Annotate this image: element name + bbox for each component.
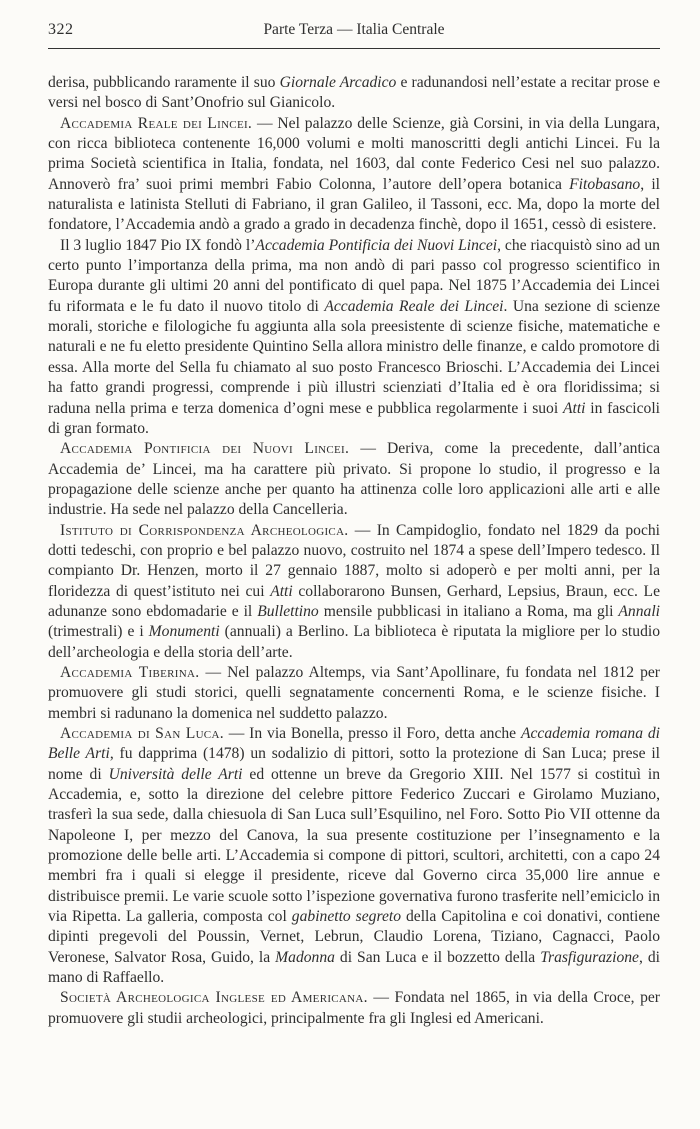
text-run: collaborarono Bunsen, Gerhard, Lepsius, Braun, ecc. Le adunanze sono ebdomadarie e il: [48, 582, 660, 620]
italic-title: Trasfigurazione: [540, 948, 639, 966]
section-heading: Accademia di San Luca.: [60, 725, 224, 742]
text-run: di San Luca e il bozzetto della: [334, 948, 541, 966]
text-run: derisa, pubblicando raramente il suo: [48, 74, 280, 91]
section-heading: Società Archeologica Inglese ed Americana.: [60, 989, 368, 1007]
italic-title: Accademia Reale dei Lincei: [324, 297, 504, 315]
paragraph-accademia-san-luca: [48, 724, 660, 988]
section-heading: Istituto di Corrispondenza Archeologica.: [60, 521, 349, 539]
running-head: Parte Terza — Italia Centrale: [263, 21, 445, 38]
paragraph-accademia-pontificia: [48, 439, 660, 520]
paragraph-societa-archeologica: [48, 988, 660, 1029]
text-run: . Una sezione di scienze morali, storiche e filologiche fu aggiunta alla sola preesistente di scienze fisiche, matematiche e naturali e ne fu eletto presidente Quintino Sella allora ministro delle finanze, e caldo promotore di essa. Alla morte del Sella fu chiamato al suo posto Francesco Brioschi. L’Accademia dei Lincei ha fatto grandi progressi, comprende i più illustri scienziati d’Italia ed è ora floridissima; si raduna nella prima e terza domenica d’ogni mese e pubblica regolarmente i suoi: [48, 297, 661, 417]
italic-title: Atti: [270, 582, 293, 600]
text-run: — Nel palazzo delle Scienze, già Corsini, in via della Lungara, con ricca biblioteca contenente 16,000 volumi e molti manoscritti degli antichi Lincei. Fu la prima Società scientifica in Italia, fondata, nel 1603, dal conte Federico Cesi nel suo palazzo. Annoverò fra’ suoi primi membri Fabio Colonna, l’autore dell’opera botanica: [48, 114, 660, 193]
header-rule: [48, 48, 660, 49]
italic-title: Fitobasano: [569, 175, 641, 193]
italic-title: Atti: [562, 399, 586, 417]
text-run: in fascicoli di gran formato.: [48, 399, 660, 437]
paragraph-istituto-archeologico: [48, 521, 660, 663]
italic-title: Madonna: [275, 948, 335, 966]
section-heading: Accademia Pontificia dei Nuovi Lincei.: [60, 440, 350, 458]
italic-title: Università delle Arti: [108, 765, 243, 783]
text-run: — Fondata nel 1865, in via della Croce, per promuovere gli studii archeologici, principalmente fra gli Inglesi ed Americani.: [48, 989, 660, 1027]
text-run: , fu dapprima (1478) un sodalizio di pittori, sotto la protezione di San Luca; prese il nome di: [48, 745, 660, 783]
paragraph-continuation: [48, 73, 660, 114]
text-run: della Capitolina e coi donativi, contiene dipinti pregevoli del Poussin, Vernet, Lebrun, Claudio Lorena, Tiziano, Cagnacci, Paolo Veronese, Salvator Rosa, Guido, la: [48, 908, 660, 966]
italic-title: Bullettino: [257, 602, 319, 620]
text-run: — In Campidoglio, fondato nel 1829 da pochi dotti tedeschi, con proprio e bel palazzo nuovo, costruito nel 1874 a spese dell’Impero tedesco. Il compianto Dr. Henzen, morto il 27 gennaio 1887, molto si adoperò e per molti anni, per la floridezza di quest’istituto nei cui: [48, 521, 661, 600]
text-run: , di mano di Raffaello.: [48, 948, 660, 987]
text-run: ed ottenne un breve da Gregorio XIII. Nel 1577 si costituì in Accademia, e, sotto la direzione del celebre pittore Federico Zuccari e Girolamo Muziano, trasferì la sua sede, dalla chiesuola di San Luca sull’Esquilino, nel Foro. Sotto Pio VII ottenne da Napoleone I, per mezzo del Canova, la sua presente costituzione per l’insegnamento e la promozione delle belle arti. L’Accademia si compone di pittori, scultori, architetti, con a capo 24 membri fra i quali si elegge il presidente, riceve dal Governo circa 35,000 lire annue e distribuisce premii. Le varie scuole sotto l’ispezione governativa furono trasferite nell’emiciclo in via Ripetta. La galleria, composta col: [48, 765, 661, 926]
text-run: — In via Bonella, presso il Foro, detta anche: [223, 725, 521, 742]
text-run: , il naturalista e latinista Stelluti di Fabriano, il gran Galileo, il Tassoni, ecc. Ma, dopo la morte del fondatore, l’Accademia andò a grado a grado in decadenza finchè, dopo il 1651, cessò di esistere.: [48, 175, 660, 234]
body-text: [48, 73, 660, 1029]
section-heading: Accademia Tiberina.: [60, 663, 200, 681]
italic-title: Annali: [618, 602, 660, 620]
text-run: — Deriva, come la precedente, dall’antica Accademia de’ Lincei, ma ha carattere più privato. Si propone lo studio, il progresso e la propagazione delle scienze anche per quanto ha attinenza colle loro applicazioni alle arti e alle industrie. Ha sede nel palazzo della Cancelleria.: [48, 440, 660, 519]
italic-title: Accademia Pontificia dei Nuovi Lincei: [255, 236, 498, 254]
italic-title: Accademia romana di Belle Arti: [48, 725, 660, 763]
book-page: [48, 18, 660, 1029]
text-run: Il 3 luglio 1847 Pio IX fondò l’: [60, 236, 256, 254]
text-run: e radunandosi nell’estate a recitar prose e versi nel bosco di Sant’Onofrio sul Gianicolo.: [48, 74, 660, 112]
text-run: , che riacquistò sino ad un certo punto l’importanza della prima, ma non andò di pari passo col progresso scientifico in Europa durante gli ultimi 20 anni del pontificato di quel papa. Nel 1875 l’Accademia dei Lincei fu riformata e le fu dato il nuovo titolo di: [48, 236, 660, 315]
text-run: (annuali) a Berlino. La biblioteca è riputata la migliore per lo studio dell’archeologia e della storia dell’arte.: [48, 623, 660, 661]
italic-title: Giornale Arcadico: [279, 74, 397, 91]
italic-title: gabinetto segreto: [291, 908, 402, 926]
text-run: — Nel palazzo Altemps, via Sant’Apollinare, fu fondata nel 1812 per promuovere gli studi storici, quelli segnatamente concernenti Roma, e le scienze fisiche. I membri si radunano la domenica nel suddetto palazzo.: [48, 663, 660, 722]
paragraph-lincei-1847: [48, 236, 660, 439]
text-run: mensile pubblicasi in italiano a Roma, ma gli: [318, 602, 619, 620]
text-run: (trimestrali) e i: [48, 623, 149, 641]
paragraph-accademia-reale-lincei: [48, 114, 660, 236]
paragraph-accademia-tiberina: [48, 663, 660, 724]
italic-title: Monumenti: [148, 623, 220, 641]
page-number: 322: [48, 21, 74, 38]
page-header: [48, 18, 660, 42]
section-heading: Accademia Reale dei Lincei.: [60, 114, 253, 132]
